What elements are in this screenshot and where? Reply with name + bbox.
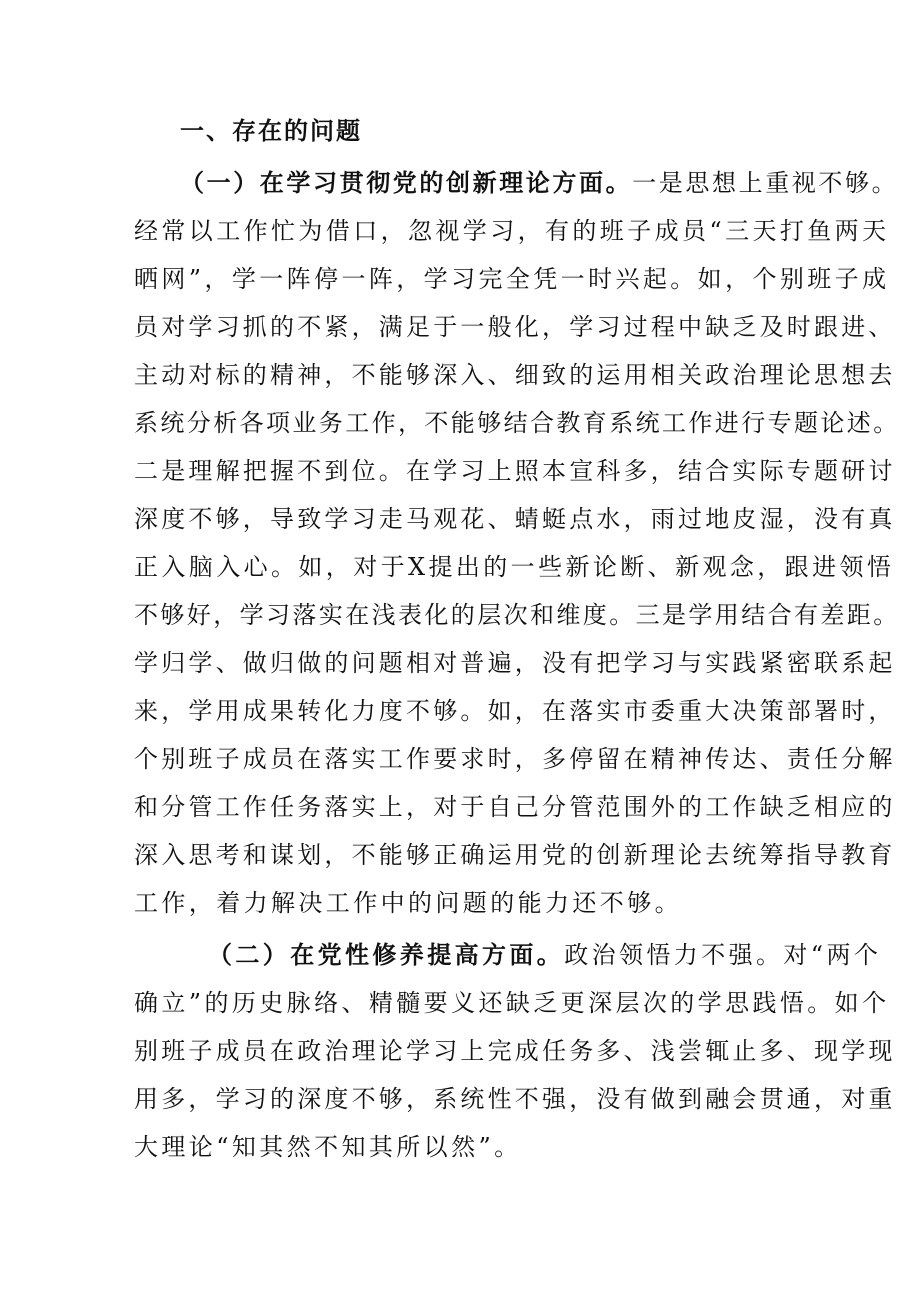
- paragraph-line: 系统分析各项业务工作，不能够结合教育系统工作进行专题论述。: [134, 409, 900, 437]
- paragraph-line: 深度不够，导致学习走马观花、蜻蜓点水，雨过地皮湿，没有真: [134, 505, 896, 533]
- section-heading: 一、存在的问题: [180, 116, 362, 145]
- section1-title: （一）在学习贯彻党的创新理论方面。: [180, 168, 633, 197]
- paragraph-line: 来，学用成果转化力度不够。如，在落实市委重大决策部署时，: [134, 697, 896, 725]
- paragraph-line: 主动对标的精神，不能够深入、细致的运用相关政治理论思想去: [134, 361, 896, 389]
- section2-title: （二）在党性修养提高方面。: [208, 940, 565, 969]
- paragraph-line: 政治领悟力不强。对“两个: [564, 941, 882, 969]
- paragraph-line: 和分管工作任务落实上，对于自己分管范围外的工作缺乏相应的: [134, 793, 896, 821]
- section1-first-line: [180, 168, 898, 198]
- paragraph-line: 员对学习抓的不紧，满足于一般化，学习过程中缺乏及时跟进、: [134, 313, 896, 341]
- paragraph-line: 不够好，学习落实在浅表化的层次和维度。三是学用结合有差距。: [134, 601, 900, 629]
- paragraph-line: 一是思想上重视不够。: [632, 169, 899, 197]
- paragraph-line: 学归学、做归做的问题相对普遍，没有把学习与实践紧密联系起: [134, 649, 896, 677]
- paragraph-line: 大理论“知其然不知其所以然”。: [134, 1133, 522, 1161]
- paragraph-line: 用多，学习的深度不够，系统性不强，没有做到融会贯通，对重: [134, 1085, 896, 1113]
- section2-first-line: [208, 940, 881, 970]
- paragraph-line: 深入思考和谋划，不能够正确运用党的创新理论去统筹指导教育: [134, 841, 896, 869]
- paragraph-line: 确立”的历史脉络、精髓要义还缺乏更深层次的学思践悟。如个: [134, 989, 890, 1017]
- paragraph-line: 经常以工作忙为借口，忽视学习，有的班子成员“三天打鱼两天: [134, 217, 890, 245]
- paragraph-line: 工作，着力解决工作中的问题的能力还不够。: [134, 889, 682, 917]
- paragraph-line: 正入脑入心。如，对于X提出的一些新论断、新观念，跟进领悟: [134, 553, 895, 581]
- paragraph-line: 个别班子成员在落实工作要求时，多停留在精神传达、责任分解: [134, 745, 896, 773]
- paragraph-line: 二是理解把握不到位。在学习上照本宣科多，结合实际专题研讨: [134, 457, 896, 485]
- paragraph-line: 别班子成员在政治理论学习上完成任务多、浅尝辄止多、现学现: [134, 1037, 896, 1065]
- paragraph-line: 晒网”，学一阵停一阵，学习完全凭一时兴起。如，个别班子成: [134, 265, 890, 293]
